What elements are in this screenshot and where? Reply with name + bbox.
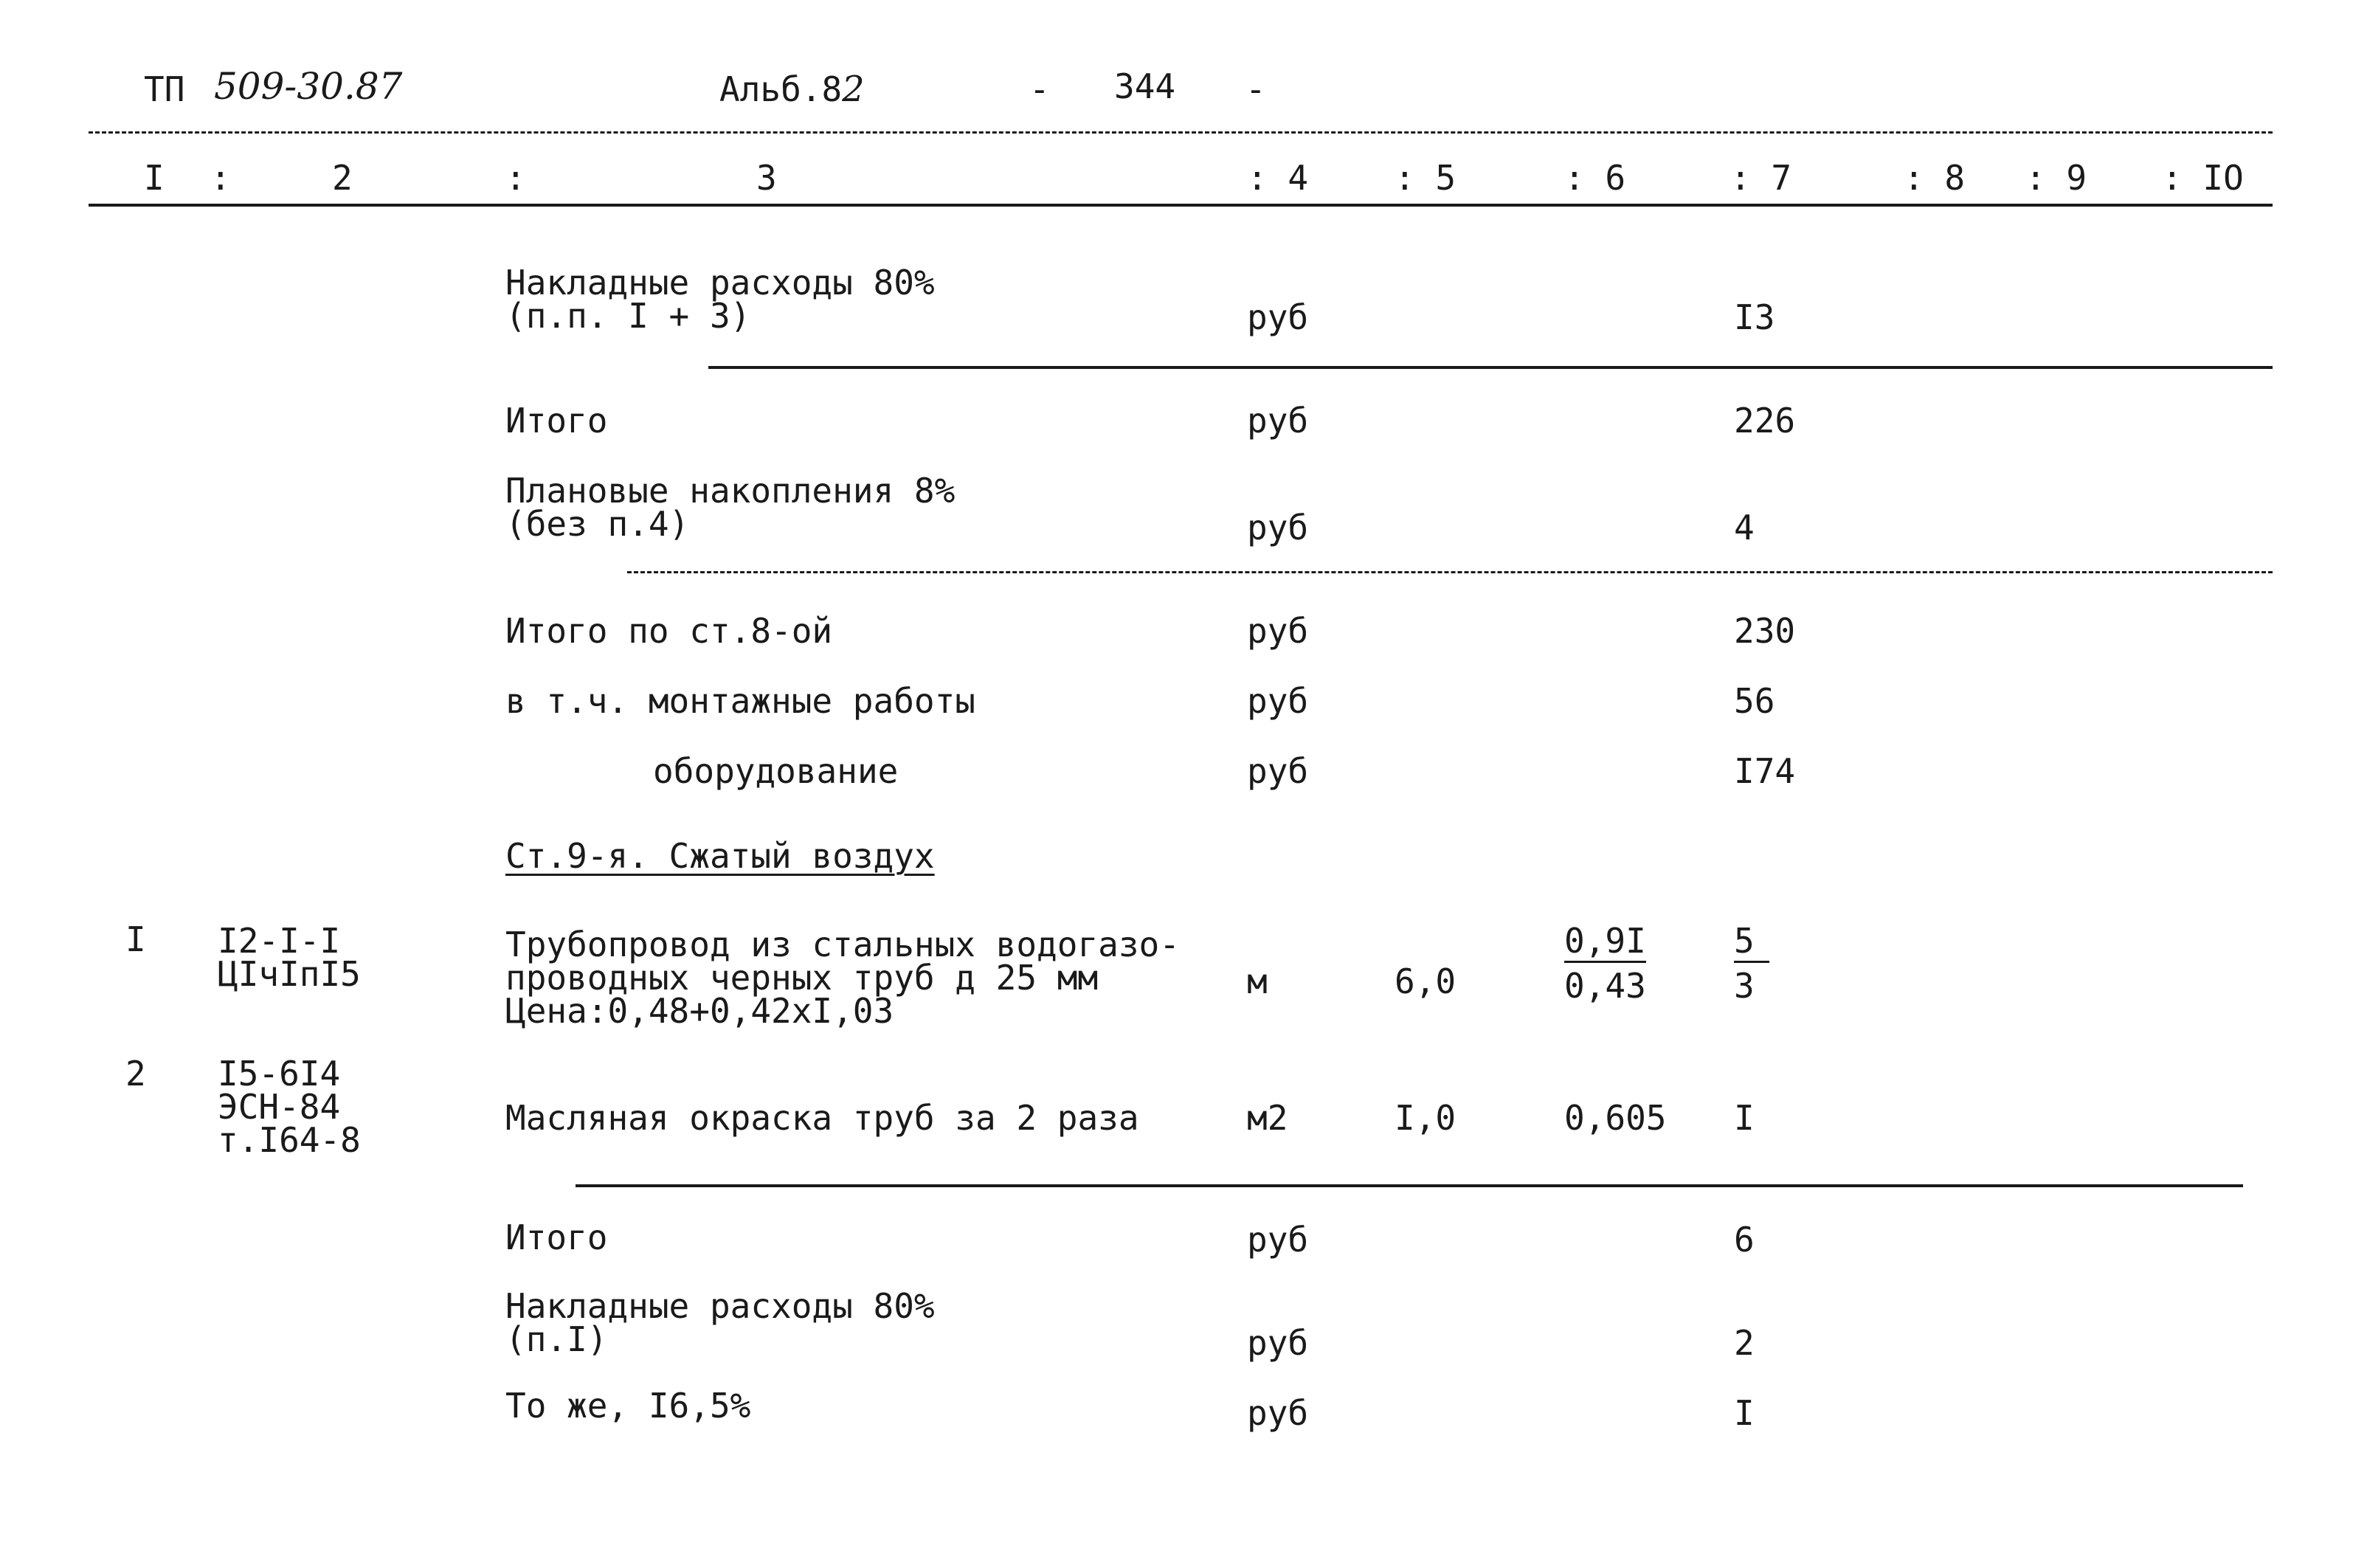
col-header-7: : 7 — [1730, 158, 1792, 198]
row-col5: 6,0 — [1395, 961, 1457, 1001]
row-text: Итого — [505, 1218, 608, 1257]
section-title: Ст.9-я. Сжатый воздух — [505, 836, 935, 876]
col-header-8: : 8 — [1904, 158, 1966, 198]
col-sep-2: : — [505, 158, 526, 198]
col-header-9: : 9 — [2025, 158, 2087, 198]
col-header-5: : 5 — [1395, 158, 1457, 198]
row-col7: 230 — [1734, 611, 1796, 651]
header-rule-bottom — [89, 204, 2273, 207]
col-header-3: 3 — [756, 158, 777, 198]
row-col7: 2 — [1734, 1323, 1755, 1363]
row-col7-fraction — [1734, 922, 1769, 1004]
row-text: Накладные расходы 80% — [505, 263, 935, 303]
row-col7: 4 — [1734, 508, 1755, 548]
row-unit: м — [1247, 961, 1268, 1001]
row-rule — [627, 571, 2273, 573]
doc-code-number: 509-30.87 — [214, 65, 403, 108]
row-unit: руб — [1247, 297, 1309, 337]
col6-denominator: 0,43 — [1564, 966, 1646, 1006]
header-rule-top — [89, 131, 2273, 134]
row-text: Трубопровод из стальных водогазо- — [505, 925, 1180, 964]
item-code: I5-6I4 — [218, 1054, 341, 1094]
album-label — [719, 71, 865, 108]
item-number: I — [125, 919, 146, 959]
row-col7: I3 — [1734, 297, 1775, 337]
row-col5: I,0 — [1395, 1098, 1457, 1138]
row-unit: м2 — [1247, 1098, 1288, 1138]
row-unit: руб — [1247, 508, 1309, 548]
row-text: (п.п. I + 3) — [505, 296, 751, 336]
row-text: Итого — [505, 401, 608, 441]
col7-denominator: 3 — [1734, 966, 1755, 1006]
row-col7: I74 — [1734, 751, 1796, 791]
row-unit: руб — [1247, 1323, 1309, 1363]
row-text: оборудование — [653, 751, 899, 791]
item-code: ЭСН-84 — [218, 1087, 341, 1127]
row-col6: 0,605 — [1564, 1098, 1667, 1138]
col-header-1: I — [144, 158, 165, 198]
page-number: 344 — [1114, 66, 1176, 106]
doc-code-label: ТП — [144, 69, 185, 109]
row-text: Масляная окраска труб за 2 раза — [505, 1098, 1139, 1138]
row-text: в т.ч. монтажные работы — [505, 681, 975, 721]
item-number: 2 — [125, 1054, 146, 1094]
col-header-2: 2 — [332, 158, 353, 198]
row-text: (п.I) — [505, 1319, 608, 1359]
row-col7: 56 — [1734, 681, 1775, 721]
row-text: проводных черных труб д 25 мм — [505, 958, 1099, 998]
row-unit: руб — [1247, 1393, 1309, 1433]
row-text: Итого по ст.8-ой — [505, 611, 833, 651]
item-code: I2-I-I — [218, 921, 341, 961]
row-col7: 6 — [1734, 1220, 1755, 1260]
col7-numerator: 5 — [1734, 922, 1769, 963]
col-header-4: : 4 — [1247, 158, 1309, 198]
row-col7: I — [1734, 1098, 1755, 1138]
page-dash-right: - — [1245, 69, 1266, 109]
row-col6-fraction — [1564, 922, 1646, 1004]
page-dash-left: - — [1029, 69, 1050, 109]
row-text: Накладные расходы 80% — [505, 1286, 935, 1326]
row-text: То же, I6,5% — [505, 1386, 751, 1426]
row-unit: руб — [1247, 681, 1309, 721]
row-text: (без п.4) — [505, 504, 690, 544]
col6-numerator: 0,9I — [1564, 922, 1646, 963]
row-rule — [576, 1184, 2243, 1187]
album-text: Альб.8 — [719, 69, 843, 109]
row-col7: 226 — [1734, 401, 1796, 441]
row-text: Цена:0,48+0,42xI,03 — [505, 991, 894, 1031]
album-part: 2 — [842, 69, 865, 110]
row-col7: I — [1734, 1393, 1755, 1433]
col-sep-1: : — [210, 158, 231, 198]
row-unit: руб — [1247, 401, 1309, 441]
col-header-10: : IO — [2162, 158, 2244, 198]
col-header-6: : 6 — [1564, 158, 1626, 198]
row-unit: руб — [1247, 1220, 1309, 1260]
row-text: Плановые накопления 8% — [505, 471, 956, 511]
row-unit: руб — [1247, 751, 1309, 791]
item-code: ЦIчIпI5 — [218, 954, 361, 994]
row-unit: руб — [1247, 611, 1309, 651]
item-code: т.I64-8 — [218, 1120, 361, 1160]
row-rule — [708, 366, 2273, 369]
